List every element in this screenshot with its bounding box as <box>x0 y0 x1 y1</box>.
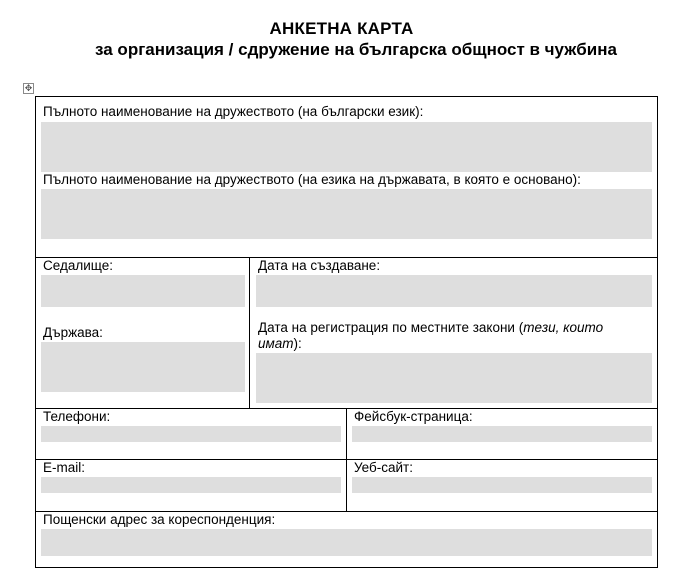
phones-label: Телефони: <box>43 409 111 424</box>
text-cursor <box>657 258 658 273</box>
form-title: АНКЕТНА КАРТА <box>269 19 414 38</box>
registration-label-emphasis: тези, които имат <box>258 320 604 351</box>
postal-address-label: Пощенски адрес за кореспонденция: <box>43 512 276 527</box>
registration-label-text: Дата на регистрация по местните закони ( <box>258 320 524 335</box>
form-subtitle: за организация / сдружение на българска общност в чужбина <box>95 40 617 59</box>
email-field[interactable] <box>41 477 341 493</box>
postal-address-field[interactable] <box>41 529 652 556</box>
seat-label: Седалище: <box>43 258 113 273</box>
country-field[interactable] <box>41 342 245 392</box>
column-divider <box>346 408 347 511</box>
column-divider <box>249 257 250 408</box>
registration-label-end: ): <box>293 336 302 351</box>
registration-date-field[interactable] <box>256 353 652 403</box>
website-label: Уеб-сайт: <box>354 460 413 475</box>
facebook-label: Фейсбук-страница: <box>354 409 473 424</box>
full-name-bg-label: Пълното наименование на дружеството (на български език): <box>43 104 424 119</box>
country-label: Държава: <box>43 325 103 340</box>
email-label: E-mail: <box>43 460 86 475</box>
website-field[interactable] <box>352 477 652 493</box>
phones-field[interactable] <box>41 426 341 442</box>
seat-field[interactable] <box>41 275 245 307</box>
registration-date-label <box>258 320 650 352</box>
full-name-local-label: Пълното наименование на дружеството (на езика на държавата, в която е основано): <box>43 172 581 187</box>
founded-date-label: Дата на създаване: <box>258 258 381 273</box>
founded-date-field[interactable] <box>256 275 652 307</box>
full-name-local-field[interactable] <box>41 189 652 239</box>
move-handle-icon[interactable]: ✥ <box>24 83 33 93</box>
full-name-bg-field[interactable] <box>41 122 652 172</box>
facebook-field[interactable] <box>352 426 652 442</box>
